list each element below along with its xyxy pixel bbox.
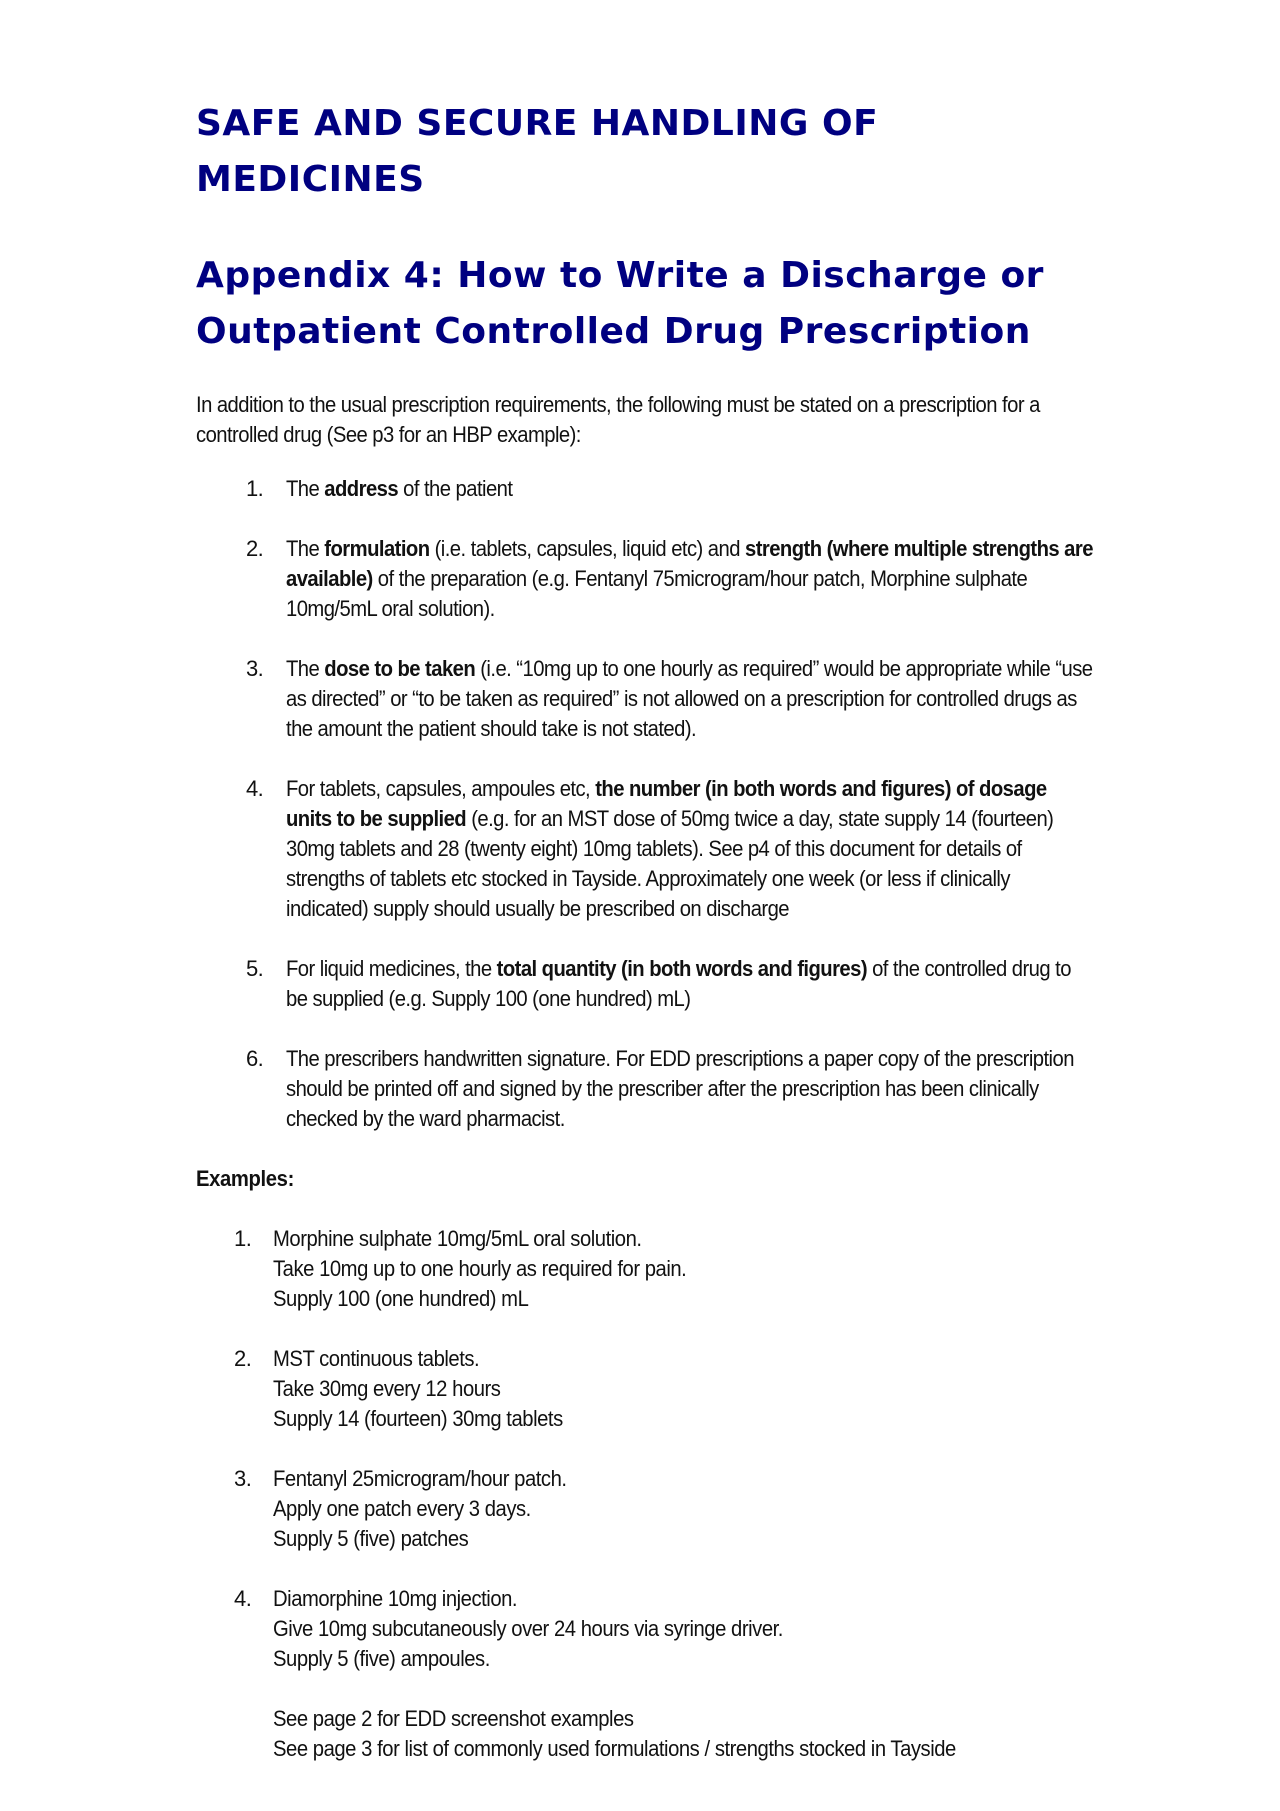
requirement-text-part: of the patient: [398, 476, 513, 501]
requirement-item: [196, 954, 1096, 1014]
requirement-text-part: The: [286, 536, 325, 561]
appendix-heading: Appendix 4: How to Write a Discharge or Outpatient Controlled Drug Prescription: [196, 255, 1044, 352]
example-item: [196, 1344, 1096, 1434]
requirement-text: [286, 474, 1096, 504]
requirement-text-part: (i.e. tablets, capsules, liquid etc) and: [429, 536, 745, 561]
example-line: Take 10mg up to one hourly as required for pain.: [273, 1256, 687, 1281]
requirement-number: 2.: [246, 536, 264, 561]
requirement-text-part: of the controlled drug to be supplied (e.g. Supply 100 (one hundred) mL): [286, 956, 1071, 1011]
requirements-list: [196, 474, 1096, 1134]
requirement-text-part: of the preparation (e.g. Fentanyl 75microgram/hour patch, Morphine sulphate 10mg/5mL oral solution).: [286, 566, 1028, 621]
requirement-item: [196, 1044, 1096, 1134]
example-line: Supply 5 (five) patches: [273, 1526, 469, 1551]
example-number: 1.: [234, 1226, 252, 1251]
see-page-note: See page 3 for list of commonly used formulations / strengths stocked in Tayside: [273, 1736, 956, 1761]
example-number: 4.: [234, 1586, 252, 1611]
example-line: Diamorphine 10mg injection.: [273, 1586, 518, 1611]
example-line: Supply 5 (five) ampoules.: [273, 1646, 490, 1671]
example-line: Take 30mg every 12 hours: [273, 1376, 501, 1401]
example-number: 3.: [234, 1466, 252, 1491]
requirement-text: [286, 534, 1096, 624]
requirement-emphasis: the number (in both words and figures) of dosage units to be supplied: [286, 776, 1047, 831]
requirement-number: 6.: [246, 1046, 264, 1071]
examples-heading: Examples:: [196, 1166, 294, 1191]
requirement-number: 5.: [246, 956, 264, 981]
requirement-item: [196, 654, 1096, 744]
requirement-text-part: (e.g. for an MST dose of 50mg twice a day, state supply 14 (fourteen) 30mg tablets and 28 (twenty eight) 10mg tablets). See p4 of this document for details of strengths of tablets etc stocked in Tayside. Approximately one week (or less if clinically indicated) supply should usually be prescribed on discharge: [286, 806, 1054, 921]
requirement-item: [196, 474, 1096, 504]
requirement-item: [196, 534, 1096, 624]
requirement-text: [286, 654, 1096, 744]
intro-paragraph: In addition to the usual prescription requirements, the following must be stated on a prescription for a controlled drug (See p3 for an HBP example):: [196, 392, 1040, 447]
see-page-note: See page 2 for EDD screenshot examples: [273, 1706, 634, 1731]
requirement-number: 1.: [246, 476, 264, 501]
requirement-text: [286, 1044, 1096, 1134]
example-item: [196, 1224, 1096, 1314]
requirement-number: 3.: [246, 656, 264, 681]
example-number: 2.: [234, 1346, 252, 1371]
document-title: SAFE AND SECURE HANDLING OF MEDICINES: [196, 103, 879, 200]
requirement-text: [286, 774, 1096, 924]
examples-list: [196, 1224, 1096, 1674]
requirement-text-part: The: [286, 656, 325, 681]
example-line: Supply 100 (one hundred) mL: [273, 1286, 529, 1311]
requirement-emphasis: total quantity (in both words and figures): [496, 956, 868, 981]
example-line: Supply 14 (fourteen) 30mg tablets: [273, 1406, 563, 1431]
example-item: [196, 1464, 1096, 1554]
requirement-text: [286, 954, 1096, 1014]
requirement-item: [196, 774, 1096, 924]
requirement-text-part: The: [286, 476, 325, 501]
example-line: Apply one patch every 3 days.: [273, 1496, 531, 1521]
requirement-text-part: For liquid medicines, the: [286, 956, 497, 981]
see-pages-notes: [196, 1704, 1096, 1764]
example-line: MST continuous tablets.: [273, 1346, 480, 1371]
document-page: [196, 96, 1096, 1764]
requirement-text-part: (i.e. “10mg up to one hourly as required” would be appropriate while “use as directed” or “to be taken as required” is not allowed on a prescription for controlled drugs as the amount the patient should take is not stated).: [286, 656, 1093, 741]
requirement-emphasis: dose to be taken: [324, 656, 476, 681]
requirement-text-part: The prescribers handwritten signature. For EDD prescriptions a paper copy of the prescription should be printed off and signed by the prescriber after the prescription has been clinically checked by the ward pharmacist.: [286, 1046, 1074, 1131]
requirement-text-part: For tablets, capsules, ampoules etc,: [286, 776, 596, 801]
requirement-emphasis: strength (where multiple strengths are available): [286, 536, 1093, 591]
requirement-emphasis: formulation: [324, 536, 430, 561]
example-item: [196, 1584, 1096, 1674]
requirement-emphasis: address: [324, 476, 399, 501]
example-line: Fentanyl 25microgram/hour patch.: [273, 1466, 567, 1491]
example-line: Give 10mg subcutaneously over 24 hours via syringe driver.: [273, 1616, 783, 1641]
example-line: Morphine sulphate 10mg/5mL oral solution.: [273, 1226, 642, 1251]
requirement-number: 4.: [246, 776, 264, 801]
